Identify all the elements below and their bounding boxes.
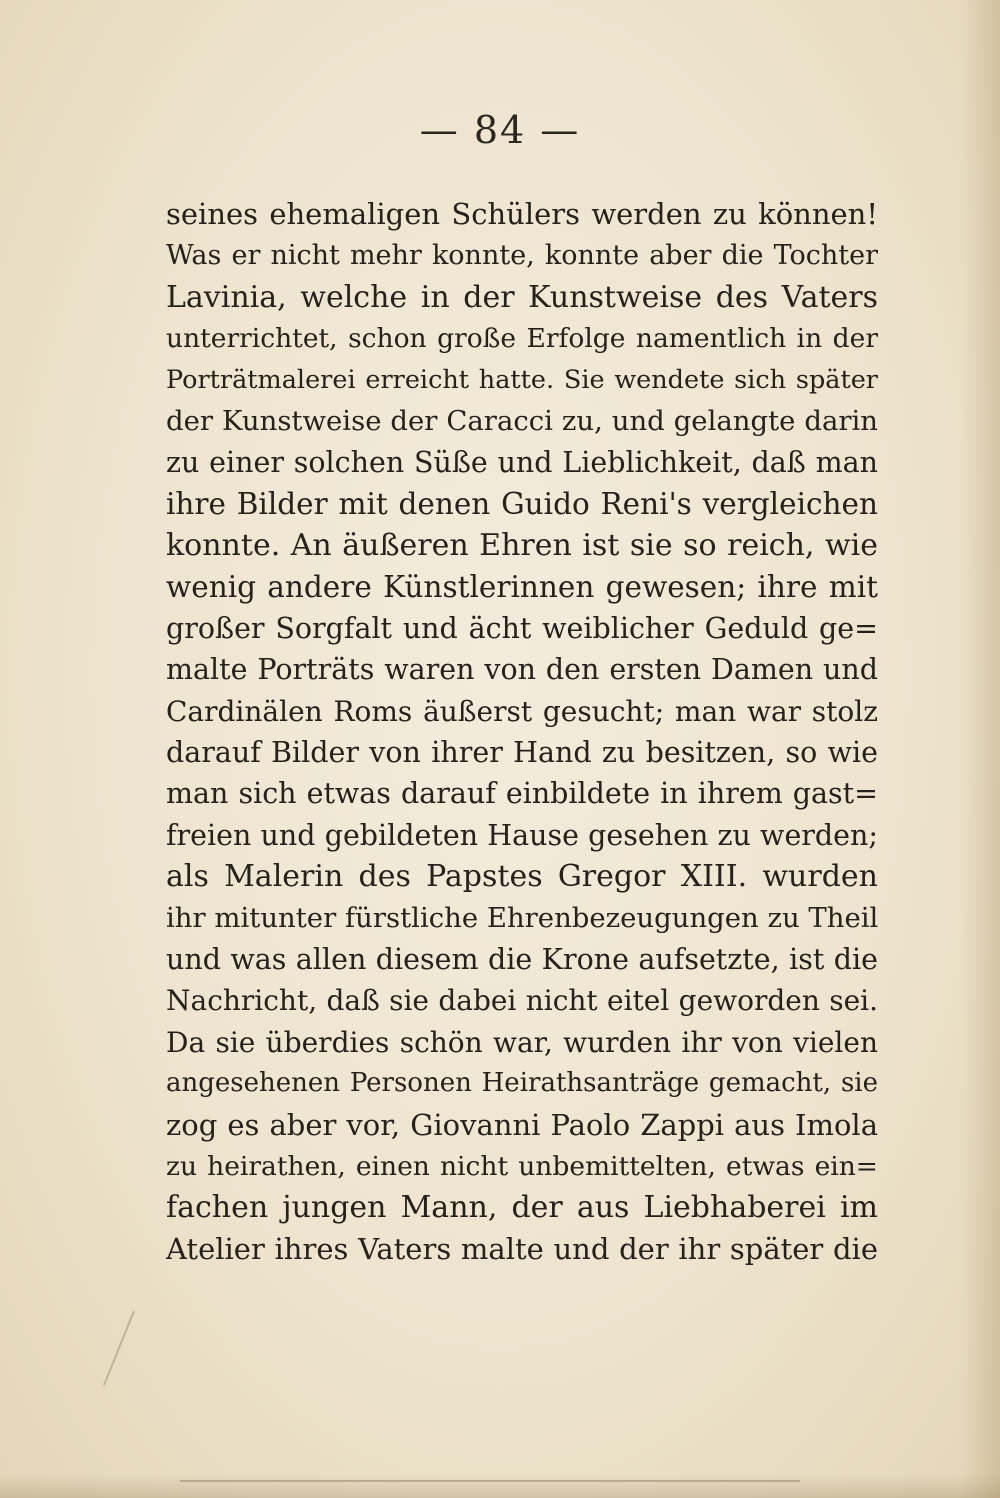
text-line: zog es aber vor, Giovanni Paolo Zappi aus Imola [166,1107,878,1142]
text-line: ihr mitunter fürstliche Ehrenbezeugungen zu Theil [166,901,878,934]
text-line: Atelier ihres Vaters malte und der ihr später die [166,1231,878,1266]
bottom-edge-line [180,1480,800,1482]
text-line: wenig andere Künstlerinnen gewesen; ihre mit [166,569,878,604]
text-line: der Kunstweise der Caracci zu, und gelangte darin [166,404,878,437]
text-line: man sich etwas darauf einbildete in ihrem gast= [166,777,878,811]
text-line: Cardinälen Roms äußerst gesucht; man war stolz [166,694,878,728]
page-edge-shadow [960,0,1000,1498]
text-line: Porträtmalerei erreicht hatte. Sie wendete sich später [166,364,878,395]
text-line: konnte. An äußeren Ehren ist sie so reich, wie [166,528,878,564]
text-line: angesehenen Personen Heirathsanträge gemacht, sie [166,1068,878,1099]
text-line: unterrichtet, schon große Erfolge namentlich in der [166,323,878,355]
text-line: großer Sorgfalt und ächt weiblicher Geduld ge= [166,611,878,645]
text-line: ihre Bilder mit denen Guido Reni's vergleichen [166,486,878,521]
text-line: seines ehemaligen Schülers werden zu können! [166,197,878,231]
text-line: Lavinia, welche in der Kunstweise des Vaters [166,279,878,315]
text-line: zu einer solchen Süße und Lieblichkeit, daß man [166,446,878,480]
text-line: freien und gebildeten Hause gesehen zu werden; [166,818,878,852]
page-bottom-shadow [0,1474,1000,1498]
text-line: und was allen diesem die Krone aufsetzte, ist die [166,943,878,977]
text-line: malte Porträts waren von den ersten Damen und [166,653,878,687]
text-line: darauf Bilder von ihrer Hand zu besitzen, so wie [166,736,878,770]
text-line: Was er nicht mehr konnte, konnte aber die Tochter [166,240,878,272]
text-line: Nachricht, daß sie dabei nicht eitel geworden sei. [166,984,878,1018]
text-line: als Malerin des Papstes Gregor XIII. wurden [166,859,878,895]
body-text [166,194,878,1270]
page-number: — 84 — [419,108,581,152]
paper-mark [103,1311,135,1386]
text-line: fachen jungen Mann, der aus Liebhaberei im [166,1190,878,1226]
text-line: Da sie überdies schön war, wurden ihr von vielen [166,1025,878,1059]
text-line: zu heirathen, einen nicht unbemittelten, etwas ein= [166,1150,878,1182]
